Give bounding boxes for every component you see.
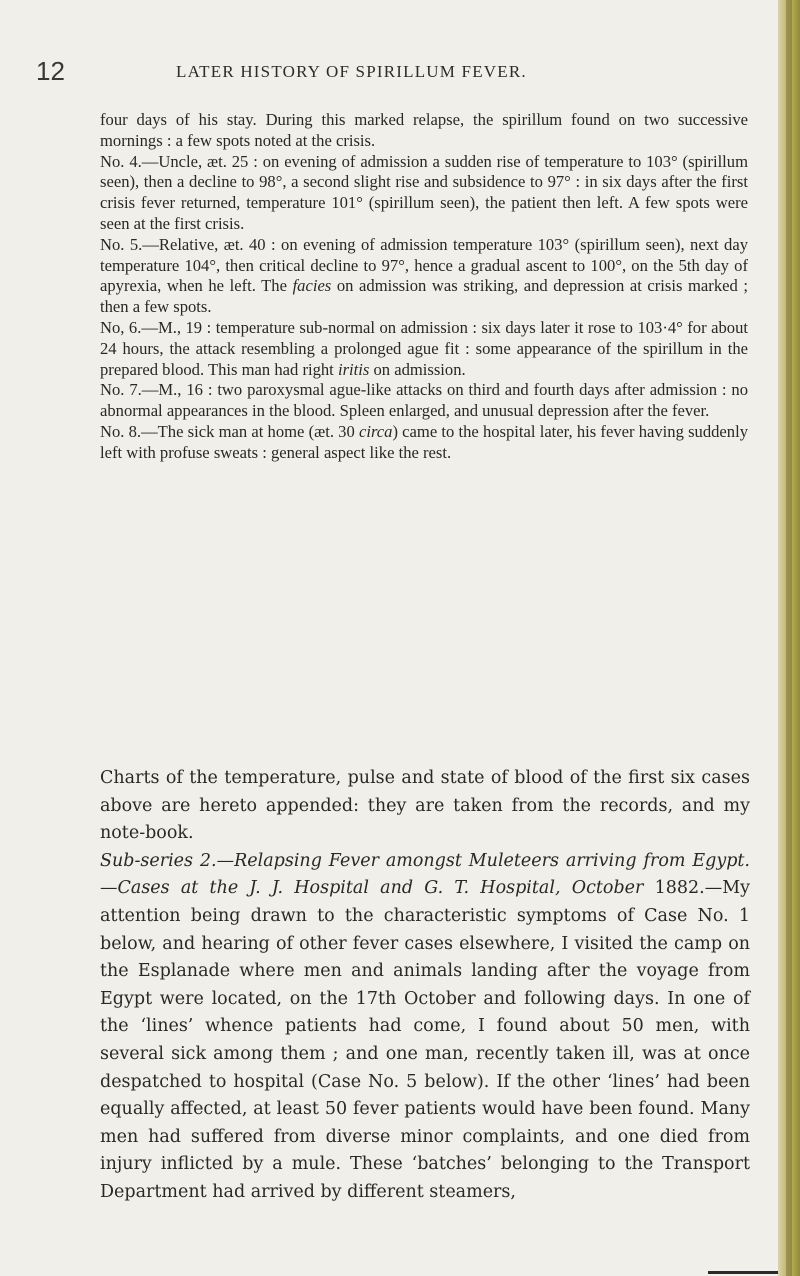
sub-series-text: 1882.—My attention being drawn to the characteristic symptoms of Case No. 1 below, and hearing of other fever cases elsewhere, I visited the camp on the Esplanade where men and animals landing after the voyage from Egypt were located, on the 17th October and following days. In one of the ‘lines’ whence patients had come, I found about 50 men, with several sick among them ; and one man, recently taken ill, was at once despatched to hospital (Case No. 5 below). If the other ‘lines’ had been equally affected, at least 50 fever patients would have been found. Many men had suffered from diverse minor complaints, and one died from injury inflicted by a mule. These ‘batches’ belonging to the Transport Department had arrived by different steamers, [100,878,750,1202]
running-head: LATER HISTORY OF SPIRILLUM FEVER. [176,62,527,81]
case-paragraph-continued: four days of his stay. During this marked relapse, the spirillum found on two successive mornings : a few spots noted at the crisis. [100,110,748,150]
case-paragraph-4: No. 4.—Uncle, æt. 25 : on evening of admission a sudden rise of temperature to 103° (spirillum seen), then a decline to 98°, a second slight rise and subsidence to 97° : in six days after the first crisis fever returned, temperature 101° (spirillum seen), the patient then left. A few spots were seen at the first crisis. [100,151,748,233]
page-header [36,56,736,86]
case-paragraph-6 [100,318,748,380]
page-edge-shadow [786,0,792,1276]
case-6-text-a: No, 6.—M., 19 : temperature sub-normal on admission : six days later it rose to 103·4° for about 24 hours, the attack resembling a prolonged ague fit : some appearance of the spirillum in the prepared blood. This man had right [100,317,748,379]
case-6-text-b: on admission. [369,359,466,379]
case-8-italic: circa [358,421,393,441]
bottom-rule [708,1271,778,1274]
case-paragraph-8 [100,422,748,464]
case-8-text-a: No. 8.—The sick man at home (æt. 30 [100,421,359,441]
page-number: 12 [36,56,65,86]
case-paragraph-5 [100,235,748,318]
case-6-italic: iritis [337,359,370,379]
case-5-text-a: No. 5.—Relative, æt. 40 : on evening of admission temperature 103° (spirillum seen), next day temperature 104°, then critical decline to 97°, hence a gradual ascent to 100°, on the 5th day of apyrexia, when he left. The [100,234,748,296]
case-paragraph-7: No. 7.—M., 16 : two paroxysmal ague-like attacks on third and fourth days after admission : no abnormal appearances in the blood. Spleen enlarged, and unusual depression after the fever. [100,380,748,421]
case-5-italic: facies [292,276,332,296]
sub-series-paragraph [100,848,750,1207]
narrative-text [100,765,750,1207]
case-5-text-b: on admission was striking, and depression at crisis marked ; then a few spots. [100,276,748,317]
sub-series-heading: Sub-series 2.—Relapsing Fever amongst Muleteers arriving from Egypt.—Cases at the J. J. Hospital and G. T. Hospital, October [100,850,750,899]
charts-paragraph: Charts of the temperature, pulse and state of blood of the first six cases above are hereto appended: they are taken from the records, and my note-book. [100,768,750,844]
case-8-text-b: ) came to the hospital later, his fever having suddenly left with profuse sweats : general aspect like the rest. [100,421,748,462]
case-notes [100,110,748,464]
